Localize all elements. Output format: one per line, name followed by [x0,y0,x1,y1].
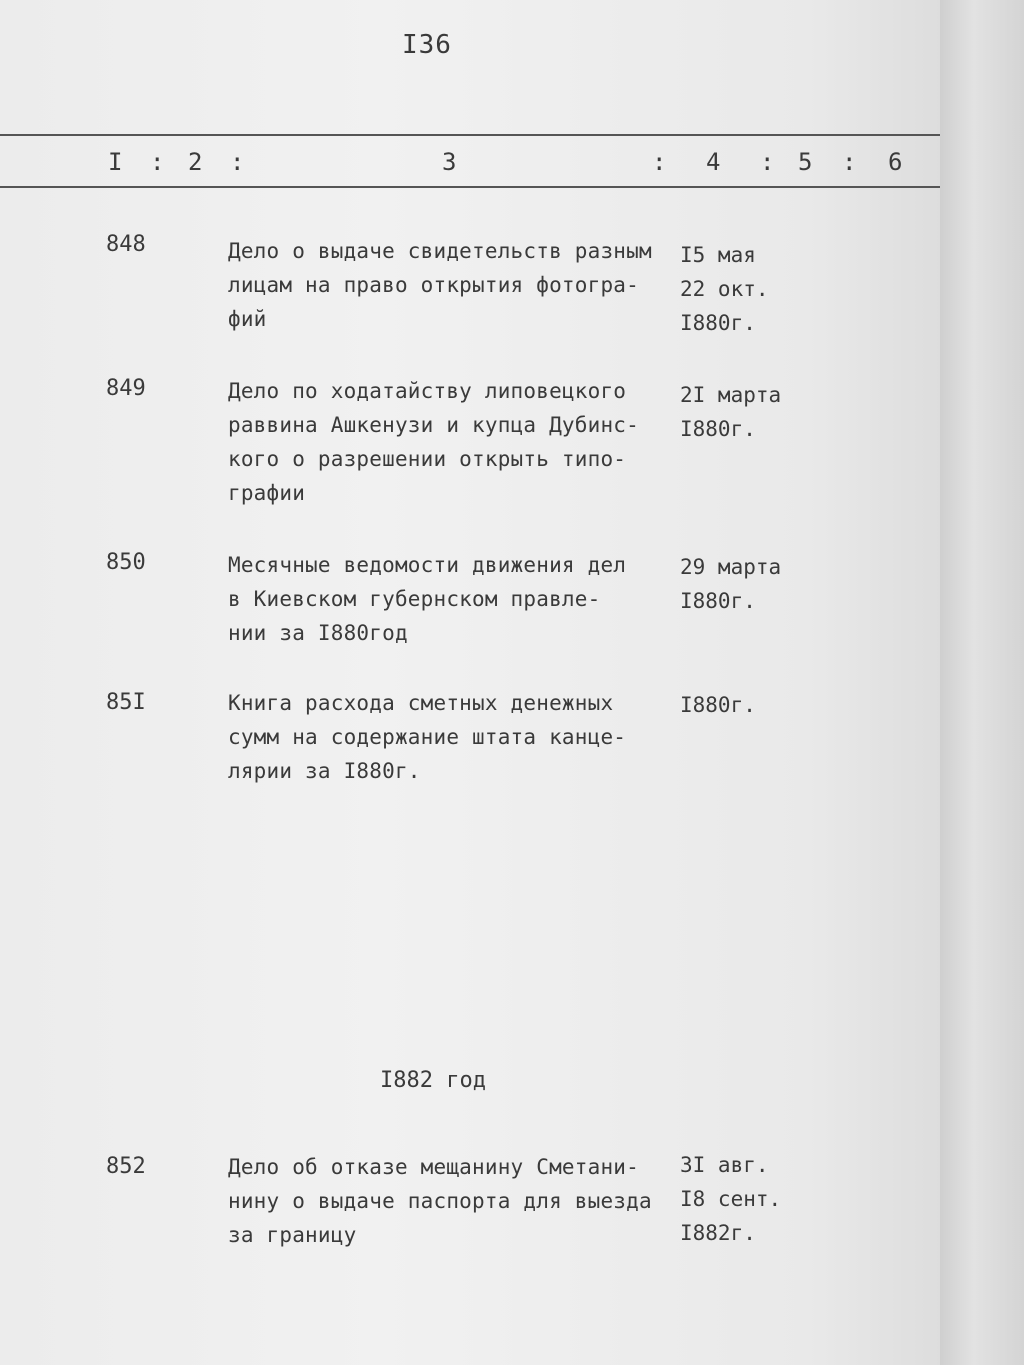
entry-number: 850 [106,550,146,575]
entry-dates: 2I марта I880г. [680,383,782,441]
entry-description: Месячные ведомости движения дел в Киевском губернском правле- нии за I880год [228,553,627,645]
column-header-4: 4 [706,148,721,176]
entry-description: Дело по ходатайству липовецкого раввина Ашкенузи и купца Дубинс- кого о разрешении открыть типо- графии [228,379,639,505]
entry-number: 85I [106,690,146,715]
entry-dates: 29 марта I880г. [680,555,782,613]
column-separator: : [230,148,245,176]
column-separator: : [760,148,775,176]
entry-dates: I5 мая 22 окт. I880г. [680,243,769,335]
column-header-3: 3 [442,148,457,176]
page-number: I36 [402,30,452,60]
entry-description: Книга расхода сметных денежных сумм на содержание штата канце- лярии за I880г. [228,691,627,783]
entry-dates: I880г. [680,693,756,717]
next-page-edge [940,0,1024,1365]
year-section-heading: I882 год [380,1068,486,1093]
entry-number: 852 [106,1154,146,1179]
column-separator: : [652,148,667,176]
entry-dates: 3I авг. I8 сент. I882г. [680,1153,782,1245]
column-separator: : [842,148,857,176]
table-header-bottom-rule [0,186,942,188]
column-header-6: 6 [888,148,903,176]
table-header-top-rule [0,134,942,136]
entry-description: Дело об отказе мещанину Сметани- нину о выдаче паспорта для выезда за границу [228,1155,652,1247]
entry-number: 849 [106,376,146,401]
column-separator: : [150,148,165,176]
entry-description: Дело о выдаче свидетельств разным лицам на право открытия фотогра- фий [228,239,652,331]
entry-number: 848 [106,232,146,257]
column-header-2: 2 [188,148,203,176]
column-header-5: 5 [798,148,813,176]
column-header-1: I [108,148,123,176]
